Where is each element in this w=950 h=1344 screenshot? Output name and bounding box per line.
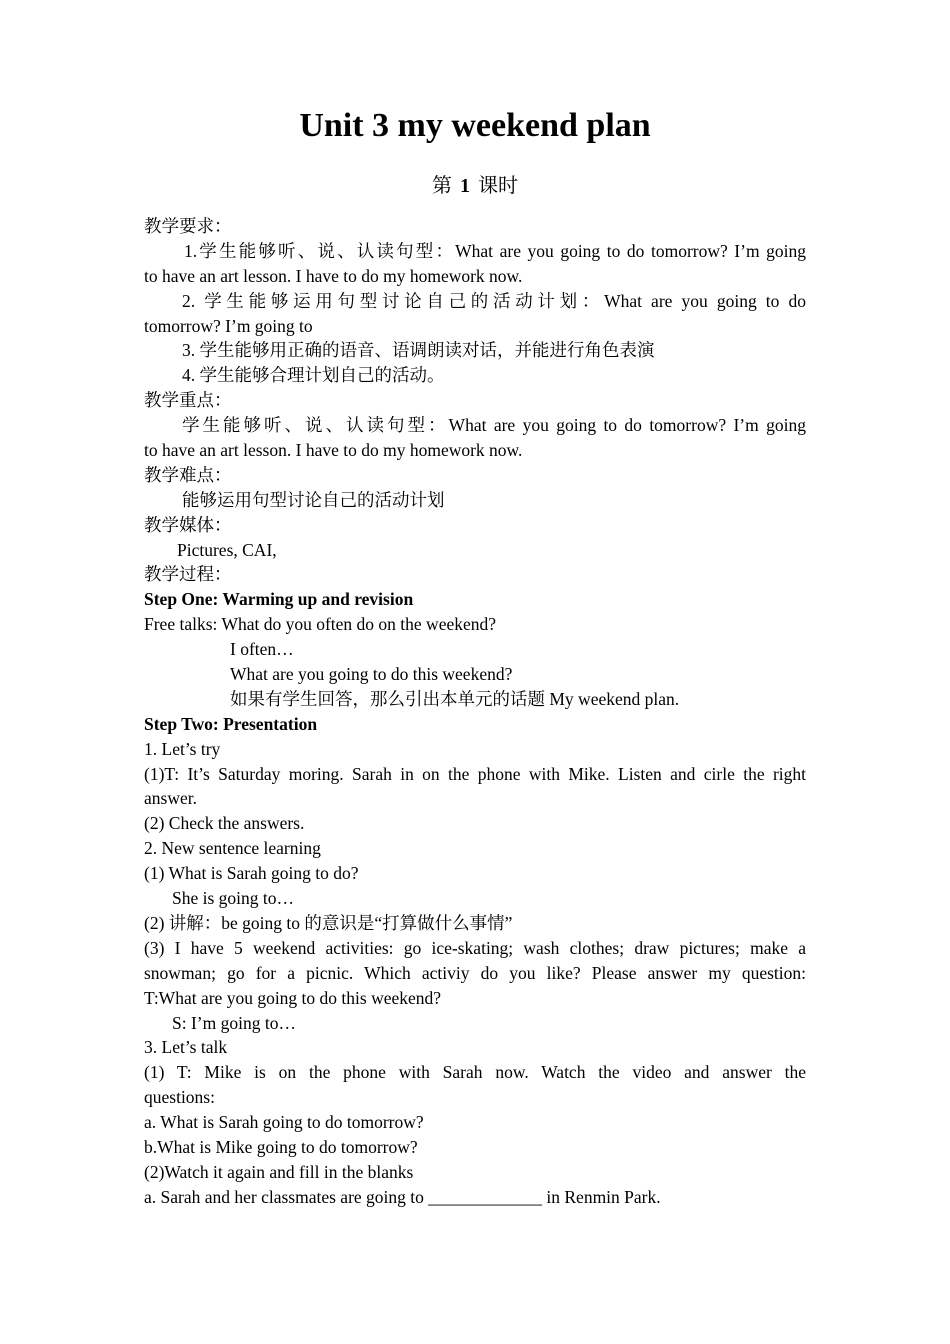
heading-process: 教学过程： [144,564,232,585]
new-sentence-learning: 2. New sentence learning [144,838,321,859]
requirement-1-cont: to have an art lesson. I have to do my homework now. [144,265,523,286]
question-b: b.What is Mike going to do tomorrow? [144,1136,418,1157]
lets-try-1-cont: answer. [144,788,197,809]
key-point: 学生能够听、说、认读句型：What are you going to do tomorrow? I’m going [182,415,806,436]
lesson-num: 1 [460,175,470,197]
document-title: Unit 3 my weekend plan [299,107,651,144]
free-talks-note: 如果有学生回答，那么引出本单元的话题 My weekend plan. [230,688,680,709]
blank-a: a. Sarah and her classmates are going to _____________ in Renmin Park. [144,1186,661,1207]
heading-requirements: 教学要求： [144,216,232,236]
heading-difficulties: 教学难点： [144,464,232,485]
requirement-4: 4. 学生能够合理计划自己的活动。 [182,365,445,386]
sentence-2: (2) 讲解：be going to 的意识是“打算做什么事情” [144,912,513,933]
free-talks-question: What are you going to do this weekend? [230,664,513,685]
lets-try: 1. Let’s try [144,738,221,759]
requirement-3: 3. 学生能够用正确的语音、语调朗读对话，并能进行角色表演 [182,340,655,361]
step-one-heading: Step One: Warming up and revision [144,589,414,610]
lets-try-2: (2) Check the answers. [144,813,305,834]
question-a: a. What is Sarah going to do tomorrow? [144,1112,424,1133]
sentence-3: (3) I have 5 weekend activities: go ice-skating; wash clothes; draw pictures; make a [144,937,806,958]
lets-talk: 3. Let’s talk [144,1037,228,1058]
sentence-3-question: T:What are you going to do this weekend? [144,987,442,1008]
heading-media: 教学媒体： [144,514,232,535]
free-talks: Free talks: What do you often do on the weekend? [144,614,497,635]
lesson-number [0,172,950,200]
sentence-1: (1) What is Sarah going to do? [144,863,359,884]
lesson-prefix: 第 [432,175,452,197]
step-two-heading: Step Two: Presentation [144,713,318,734]
lets-talk-2: (2)Watch it again and fill in the blanks [144,1161,414,1182]
heading-key-points: 教学重点： [144,390,232,411]
free-talks-answer: I often… [230,639,294,660]
requirement-2: 2. 学生能够运用句型讨论自己的活动计划：What are you going to do [182,290,806,311]
sentence-1-answer: She is going to… [172,888,295,909]
sentence-3-cont: snowman; go for a picnic. Which activiy do you like? Please answer my question: [144,962,806,983]
difficulty: 能够运用句型讨论自己的活动计划 [182,489,445,510]
key-point-cont: to have an art lesson. I have to do my homework now. [144,440,523,461]
lets-talk-1-cont: questions: [144,1087,215,1108]
lets-try-1: (1)T: It’s Saturday moring. Sarah in on the phone with Mike. Listen and cirle the right [144,763,806,784]
lets-talk-1: (1) T: Mike is on the phone with Sarah now. Watch the video and answer the [144,1062,806,1083]
sentence-3-answer: S: I’m going to… [172,1012,296,1033]
lesson-suffix: 课时 [478,175,518,197]
lesson-plan-body [144,214,806,1210]
requirement-1: 1.学生能够听、说、认读句型：What are you going to do tomorrow? I’m going [184,240,806,261]
requirement-2-cont: tomorrow? I’m going to [144,315,313,336]
media-items: Pictures, CAI, [177,539,277,560]
